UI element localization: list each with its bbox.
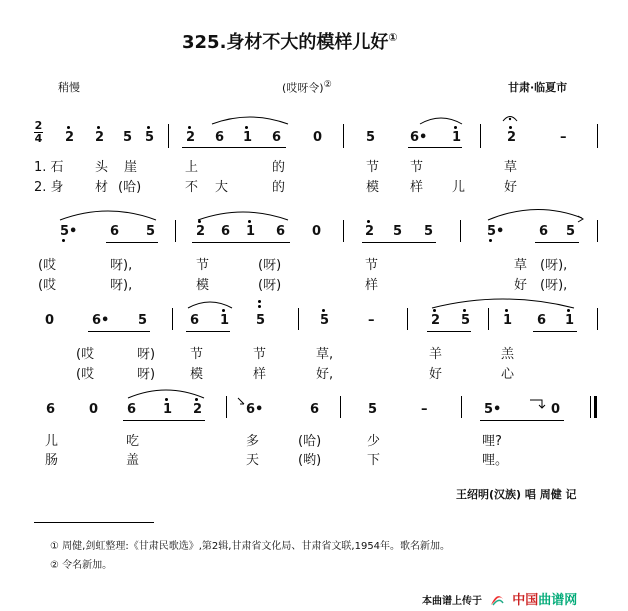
note: 6 — [190, 313, 200, 328]
lyric: 的 — [272, 180, 286, 195]
note: 2 — [196, 224, 206, 239]
lyric: 盖 — [126, 453, 140, 468]
barline — [460, 220, 461, 242]
lyric: 天 — [246, 453, 260, 468]
octave-dot — [489, 239, 492, 242]
region-label: 甘肃·临夏市 — [508, 81, 568, 94]
lyric: 羊 — [429, 347, 443, 362]
beat-underline — [535, 242, 579, 243]
barline — [407, 308, 408, 330]
note: 5 — [138, 313, 148, 328]
octave-dot — [322, 309, 325, 312]
octave-dot — [258, 305, 261, 308]
note: 6 — [221, 224, 231, 239]
note: 0 — [312, 224, 322, 239]
lyric: 儿 — [45, 434, 59, 449]
time-signature — [34, 120, 43, 145]
lyric: 头 — [95, 160, 109, 175]
note: 1 — [503, 313, 513, 328]
barline — [590, 396, 591, 418]
note: 6 — [539, 224, 549, 239]
lyric: 2. 身 — [34, 180, 64, 195]
note: 1 — [243, 130, 253, 145]
lyric: (哈) — [298, 434, 322, 449]
barline — [172, 308, 173, 330]
octave-dot — [509, 126, 512, 129]
tempo-marking: 稍慢 — [58, 81, 80, 94]
lyric: 样 — [365, 278, 379, 293]
breath-mark — [528, 396, 548, 410]
lyric: 节 — [410, 160, 424, 175]
note: 6 — [310, 402, 320, 417]
note: 5 — [393, 224, 403, 239]
octave-dot — [367, 220, 370, 223]
title-footnote-mark: ① — [388, 31, 398, 44]
barline — [298, 308, 299, 330]
barline — [343, 220, 344, 242]
beat-underline — [123, 420, 205, 421]
note: 1 — [220, 313, 230, 328]
note: 5 — [366, 130, 376, 145]
lyric: 模 — [196, 278, 210, 293]
lyric: 节 — [253, 347, 267, 362]
watermark-brand-b: 曲谱网 — [538, 593, 578, 608]
lyric: 吃 — [126, 434, 140, 449]
note: 6• — [246, 402, 264, 417]
slur — [58, 206, 158, 222]
note: 5 — [424, 224, 434, 239]
barline — [597, 220, 598, 242]
octave-dot — [97, 126, 100, 129]
note: 6 — [272, 130, 282, 145]
lyric: (哟) — [298, 453, 322, 468]
slur — [186, 296, 234, 310]
lyric: 材 — [95, 180, 109, 195]
note: 5• — [487, 224, 505, 239]
lyric: 模 — [190, 367, 204, 382]
note: 6• — [92, 313, 110, 328]
lyric: 呀) — [137, 367, 156, 382]
octave-dot — [67, 126, 70, 129]
note: 0 — [551, 402, 561, 417]
note: 5 — [123, 130, 133, 145]
footnote-2: ② 令名新加。 — [50, 560, 113, 571]
note: 1 — [565, 313, 575, 328]
note: 5 — [256, 313, 266, 328]
title-text: 325.身材不大的模样儿好 — [182, 32, 389, 53]
beat-underline — [186, 331, 230, 332]
lyric: 1. 石 — [34, 160, 64, 175]
tune-subtitle — [282, 79, 332, 96]
beat-underline — [480, 420, 564, 421]
octave-dot — [147, 126, 150, 129]
footnote-rule — [34, 522, 154, 523]
note: 5 — [566, 224, 576, 239]
note: 2 — [186, 130, 196, 145]
note: 2 — [507, 130, 517, 145]
lyric: 节 — [190, 347, 204, 362]
octave-dot — [258, 300, 261, 303]
time-sig-bottom: 4 — [34, 132, 43, 145]
lyric: 好 — [504, 180, 518, 195]
note: 5 — [368, 402, 378, 417]
beat-underline — [106, 242, 158, 243]
note: 0 — [89, 402, 99, 417]
lyric: 好 — [514, 278, 528, 293]
lyric: 心 — [501, 367, 515, 382]
lyric: 呀), — [110, 258, 133, 273]
footnote-1: ① 周健,剑虹整理:《甘肃民歌选》,第2辑,甘肃省文化局、甘肃省文联,1954年。歌名新加。 — [50, 541, 451, 552]
note: 1 — [246, 224, 256, 239]
barline — [597, 308, 598, 330]
slur — [486, 204, 586, 224]
lyric: 样 — [253, 367, 267, 382]
slur — [196, 206, 290, 222]
note: 1 — [452, 130, 462, 145]
note: 6 — [127, 402, 137, 417]
lyric: 大 — [215, 180, 229, 195]
lyric: 节 — [365, 258, 379, 273]
note: 0 — [313, 130, 323, 145]
note: 5 — [145, 130, 155, 145]
octave-dot — [245, 126, 248, 129]
lyric: 好 — [429, 367, 443, 382]
lyric: 崖 — [124, 160, 138, 175]
slur — [418, 112, 464, 126]
beat-underline — [362, 242, 436, 243]
beat-underline — [192, 242, 290, 243]
lyric: 呀) — [137, 347, 156, 362]
slur — [126, 384, 206, 400]
note: – — [421, 402, 428, 417]
barline — [226, 396, 227, 418]
performer-credit: 王绍明(汉族) 唱 周健 记 — [456, 488, 577, 501]
note: 5 — [146, 224, 156, 239]
octave-dot — [62, 239, 65, 242]
lyric: (呀), — [540, 278, 568, 293]
lyric: 不 — [185, 180, 199, 195]
note: 2 — [95, 130, 105, 145]
grace-mark — [236, 396, 246, 406]
note: 6 — [46, 402, 56, 417]
lyric: 多 — [246, 434, 260, 449]
note: 5 — [461, 313, 471, 328]
final-barline — [594, 396, 597, 418]
note: 5• — [60, 224, 78, 239]
note: – — [560, 130, 567, 145]
octave-dot — [454, 126, 457, 129]
barline — [488, 308, 489, 330]
note: 0 — [45, 313, 55, 328]
note: – — [368, 313, 375, 328]
lyric: (呀) — [258, 258, 282, 273]
lyric: 肠 — [45, 453, 59, 468]
lyric: 节 — [196, 258, 210, 273]
lyric: 模 — [366, 180, 380, 195]
lyric: 羔 — [501, 347, 515, 362]
lyric: 节 — [366, 160, 380, 175]
lyric: (呀) — [258, 278, 282, 293]
lyric: 少 — [367, 434, 381, 449]
note: 6 — [537, 313, 547, 328]
barline — [340, 396, 341, 418]
beat-underline — [427, 331, 471, 332]
note: 6 — [276, 224, 286, 239]
lyric: 样 — [410, 180, 424, 195]
lyric: 草, — [316, 347, 334, 362]
logo-icon — [489, 593, 505, 607]
lyric: (哎 — [38, 258, 57, 273]
beat-underline — [88, 331, 150, 332]
slur — [430, 294, 576, 310]
lyric: 的 — [272, 160, 286, 175]
lyric: 草 — [504, 160, 518, 175]
lyric: (哈) — [118, 180, 142, 195]
barline — [175, 220, 176, 242]
beat-underline — [533, 331, 577, 332]
lyric: (呀), — [540, 258, 568, 273]
lyric: 下 — [367, 453, 381, 468]
lyric: (哎 — [38, 278, 57, 293]
barline — [168, 124, 169, 148]
note: 2 — [193, 402, 203, 417]
lyric: 草 — [514, 258, 528, 273]
lyric: 呀), — [110, 278, 133, 293]
lyric: (哎 — [76, 367, 95, 382]
lyric: 哩。 — [482, 453, 509, 468]
note: 5• — [484, 402, 502, 417]
lyric: 上 — [185, 160, 199, 175]
note: 1 — [163, 402, 173, 417]
octave-dot — [188, 126, 191, 129]
lyric: (哎 — [76, 347, 95, 362]
subtitle-footnote-mark: ② — [323, 79, 332, 90]
note: 6 — [215, 130, 225, 145]
barline — [480, 124, 481, 148]
note: 2 — [365, 224, 375, 239]
barline — [597, 124, 598, 148]
lyric: 儿 — [452, 180, 466, 195]
note: 6 — [110, 224, 120, 239]
lyric: 好, — [316, 367, 334, 382]
barline — [343, 124, 344, 148]
watermark — [422, 589, 577, 608]
beat-underline — [408, 147, 462, 148]
note: 2 — [431, 313, 441, 328]
lyric: 哩? — [482, 434, 502, 449]
watermark-brand-a: 中国 — [512, 593, 539, 608]
slur — [210, 112, 290, 126]
note: 2 — [65, 130, 75, 145]
beat-underline — [182, 147, 286, 148]
subtitle-text: (哎呀令) — [282, 81, 324, 95]
page-title — [182, 28, 398, 54]
watermark-prefix: 本曲谱上传于 — [422, 596, 482, 607]
fermata — [502, 112, 518, 122]
note: 5 — [320, 313, 330, 328]
time-sig-top: 2 — [34, 119, 43, 132]
note: 6• — [410, 130, 428, 145]
barline — [461, 396, 462, 418]
